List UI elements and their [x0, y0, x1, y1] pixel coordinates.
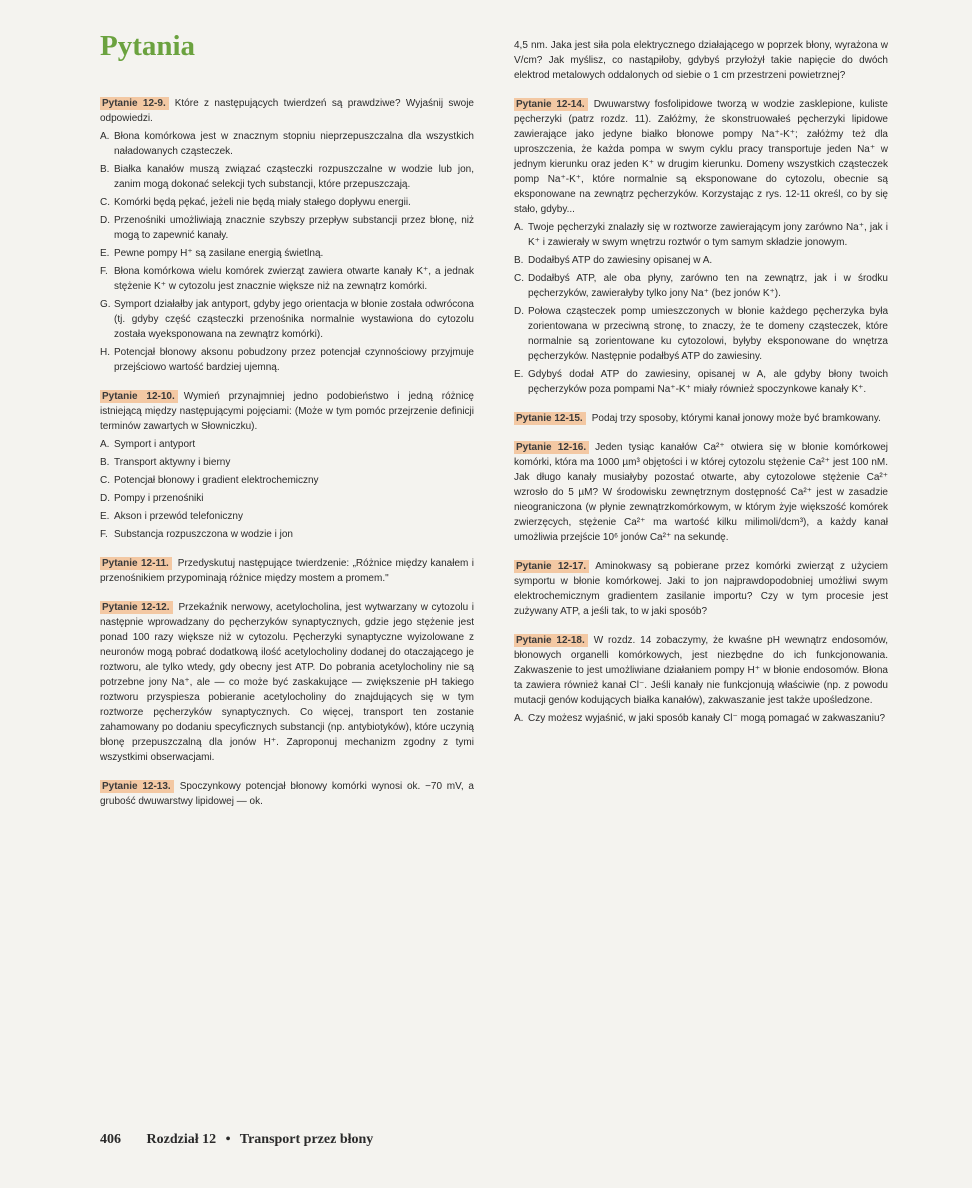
chapter-label: Rozdział 12 [146, 1132, 217, 1147]
option-item [100, 437, 474, 452]
option-text: Symport i antyport [114, 439, 196, 450]
option-letter: A. [100, 439, 110, 450]
option-item [514, 711, 888, 726]
question-block [100, 389, 474, 542]
option-text: Białka kanałów muszą związać cząsteczki rozpuszczalne w wodzie lub jon, zanim mogą dokonać selekcji tych substancji, które przepuszczają. [114, 164, 474, 190]
option-letter: C. [100, 475, 110, 486]
question-label: Pytanie 12-16. [514, 441, 589, 454]
option-item [514, 304, 888, 364]
option-letter: E. [514, 369, 524, 380]
option-item [100, 297, 474, 342]
option-text: Czy możesz wyjaśnić, w jaki sposób kanały Cl⁻ mogą pomagać w zakwaszaniu? [528, 713, 886, 724]
option-item [100, 264, 474, 294]
question-label: Pytanie 12-17. [514, 560, 589, 573]
option-item [100, 509, 474, 524]
option-letter: H. [100, 347, 110, 358]
question-intro [100, 96, 474, 126]
question-label: Pytanie 12-13. [100, 780, 174, 793]
option-item [514, 271, 888, 301]
question-block [514, 97, 888, 397]
option-letter: A. [514, 222, 524, 233]
option-letter: B. [100, 164, 110, 175]
option-text: Przenośniki umożliwiają znacznie szybszy przepływ substancji przez błonę, niż mogą to zapewnić kanały. [114, 215, 474, 241]
option-item [100, 527, 474, 542]
option-letter: C. [100, 197, 110, 208]
option-list [100, 129, 474, 375]
question-block [100, 556, 474, 586]
chapter-title: Transport przez błony [239, 1132, 374, 1147]
option-text: Gdybyś dodał ATP do zawiesiny, opisanej w A, ale gdyby błony twoich pęcherzyków poza pompami Na⁺-K⁺ miały również spoczynkowe kanały K⁺. [528, 369, 888, 395]
option-text: Dodałbyś ATP do zawiesiny opisanej w A. [528, 255, 713, 266]
question-text: Dwuwarstwy fosfolipidowe tworzą w wodzie zasklepione, kuliste pęcherzyki (patrz rozdz. 11). Załóżmy, że skonstruowałeś pęcherzyki lipidowe zawierające jako jedyne białko błonowe pompy Na⁺-K⁺; załóżmy też dla uproszczenia, że każda pompa w swym cyklu pracy transportuje jeden Na⁺ w jednym kierunku oraz jeden K⁺ w drugim kierunku. Domeny wszystkich cząsteczek pomp Na⁺-K⁺, które normalnie są eksponowane do cytozolu, obecnie są eksponowane na zewnątrz pęcherzyków. Korzystając z rys. 12-11 określ, co by się stało, gdyby... [514, 99, 888, 215]
option-letter: C. [514, 273, 524, 284]
option-letter: F. [100, 529, 108, 540]
page-title: Pytania [100, 30, 196, 62]
footer-separator: • [225, 1132, 231, 1147]
option-letter: B. [100, 457, 110, 468]
option-item [100, 473, 474, 488]
question-text: Przedyskutuj następujące twierdzenie: „Różnice między kanałem i przenośnikiem przypominają różnice między mostem a promem." [100, 558, 474, 584]
option-item [100, 455, 474, 470]
question-text: Przekaźnik nerwowy, acetylocholina, jest wytwarzany w cytozolu i następnie wprowadzany do pęcherzyków synaptycznych, gdzie jego stężenie jest ponad 100 razy większe niż w cytozolu. Pęcherzyki synaptyczne wyizolowane z neuronów mogą pobrać dodatkową ilość acetylocholiny dodanej do otaczającego je roztworu, ale tylko wtedy, gdy obecny jest ATP. Do pobrania acetylocholiny nie są potrzebne jony Na⁺, ale — co może być zaskakujące — zwiększenie pH takiego roztworu przyspiesza pobieranie acetylocholiny do znajdujących się w tym roztworze pęcherzyków synaptycznych. Co więcej, transport ten zostanie zahamowany po dodaniu specyficznych substancji (np. antybiotyków), które uczynią błonę przepuszczalną dla jonów H⁺. Zaproponuj mechanizm zgodny z tymi wszystkimi obserwacjami. [100, 602, 474, 763]
option-letter: D. [100, 493, 110, 504]
question-text: Spoczynkowy potencjał błonowy komórki wynosi ok. −70 mV, a grubość dwuwarstwy lipidowej — ok. [100, 781, 474, 807]
question-label: Pytanie 12-18. [514, 634, 588, 647]
option-text: Substancja rozpuszczona w wodzie i jon [114, 529, 293, 540]
option-list [514, 220, 888, 397]
option-text: Błona komórkowa wielu komórek zwierząt zawiera otwarte kanały K⁺, a jednak stężenie K⁺ w cytozolu jest znacznie większe niż na zewnątrz komórki. [114, 266, 474, 292]
option-item [100, 213, 474, 243]
option-item [514, 220, 888, 250]
question-block [100, 600, 474, 765]
question-intro [514, 440, 888, 545]
question-intro [514, 633, 888, 708]
option-list [100, 437, 474, 542]
option-item [514, 367, 888, 397]
page-number: 406 [100, 1132, 121, 1147]
question-text: Jeden tysiąc kanałów Ca²⁺ otwiera się w błonie komórkowej komórki, która ma 1000 µm³ objętości i w której cytozolu stężenie Ca²⁺ jest 100 nM. Jak długo kanały musiałyby pozostać otwarte, aby cytozolowe stężenie Ca²⁺ wzrosło do 5 µM? W środowisku zewnętrznym dostępność Ca²⁺ jest w zasadzie nieograniczona (w płynie zewnątrzkomórkowym, w którym żyje większość komórek zwierzęcych, stężenie Ca²⁺ ma wartość kilku milimoli/dcm³), a każdy kanał umożliwia przejście 10⁶ jonów Ca²⁺ na sekundę. [514, 442, 888, 543]
question-label: Pytanie 12-10. [100, 390, 178, 403]
option-text: Pompy i przenośniki [114, 493, 204, 504]
option-letter: A. [514, 713, 524, 724]
option-letter: D. [100, 215, 110, 226]
question-text: Które z następujących twierdzeń są prawdziwe? Wyjaśnij swoje odpowiedzi. [100, 98, 474, 124]
question-block [100, 779, 474, 809]
option-letter: E. [100, 248, 110, 259]
question-block [100, 96, 474, 375]
question-block [514, 559, 888, 619]
question-label: Pytanie 12-9. [100, 97, 169, 110]
option-text: Akson i przewód telefoniczny [114, 511, 243, 522]
question-text: Aminokwasy są pobierane przez komórki zwierząt z użyciem symportu w błonie komórkowej. Jaki to jon najprawdopodobniej umożliwi swym elektrochemicznym gradientem zasilanie importu? Czy w tym procesie jest zużywany ATP, a jeśli tak, to w jaki sposób? [514, 561, 888, 617]
page-footer [100, 1132, 373, 1148]
question-block [514, 411, 888, 426]
option-text: Symport działałby jak antyport, gdyby jego orientacja w błonie została odwrócona (tj. gdyby część cząsteczki przenośnika normalnie wystawiona do cytozolu została wyeksponowana na zewnątrz komórki). [114, 299, 474, 340]
question-label: Pytanie 12-14. [514, 98, 588, 111]
left-column [100, 96, 474, 823]
option-text: Potencjał błonowy i gradient elektrochemiczny [114, 475, 319, 486]
option-text: Transport aktywny i bierny [114, 457, 231, 468]
option-text: Twoje pęcherzyki znalazły się w roztworze zawierającym jony zarówno Na⁺, jak i K⁺ i zawierały w swym wnętrzu roztwór o tym samym składzie jonowym. [528, 222, 888, 248]
question-intro [514, 559, 888, 619]
option-letter: F. [100, 266, 108, 277]
question-intro [514, 97, 888, 217]
question-label: Pytanie 12-12. [100, 601, 173, 614]
question-text: W rozdz. 14 zobaczymy, że kwaśne pH wewnątrz endosomów, błonowych organelli komórkowych, jest niezbędne do ich funkcjonowania. Zakwaszenie to jest umożliwiane działaniem pompy H⁺ w błonie endosomów. Błona ta zawiera również kanał Cl⁻. Jeśli kanały nie funkcjonują właściwie (np. z powodu mutacji genów kodujących białka kanałów), zakwaszanie jest także upośledzone. [514, 635, 888, 706]
option-text: Błona komórkowa jest w znacznym stopniu nieprzepuszczalna dla wszystkich naładowanych cząsteczek. [114, 131, 474, 157]
option-letter: E. [100, 511, 110, 522]
question-block [514, 633, 888, 726]
question-intro [100, 556, 474, 586]
option-text: Dodałbyś ATP, ale oba płyny, zarówno ten na zewnątrz, jak i w środku pęcherzyków, zawierałyby tylko jony Na⁺ (bez jonów K⁺). [528, 273, 888, 299]
option-item [100, 246, 474, 261]
option-list [514, 711, 888, 726]
option-text: Pewne pompy H⁺ są zasilane energią świetlną. [114, 248, 324, 259]
option-letter: G. [100, 299, 111, 310]
option-text: Połowa cząsteczek pomp umieszczonych w błonie każdego pęcherzyka była zorientowana w przeciwną stronę, to znaczy, że te domeny cząsteczek, które normalnie są zorientowane ku cytozolowi, byłyby eksponowane do wnętrza pęcherzyków. Następnie podałbyś ATP do zawiesiny. [528, 306, 888, 362]
option-item [100, 195, 474, 210]
option-item [100, 129, 474, 159]
question-intro [100, 389, 474, 434]
option-item [100, 162, 474, 192]
question-intro [514, 411, 888, 426]
option-text: Komórki będą pękać, jeżeli nie będą miały stałego dopływu energii. [114, 197, 411, 208]
option-letter: A. [100, 131, 110, 142]
question-intro [100, 779, 474, 809]
question-label: Pytanie 12-11. [100, 557, 172, 570]
option-item [100, 491, 474, 506]
option-letter: D. [514, 306, 524, 317]
question-text: Wymień przynajmniej jedno podobieństwo i jedną różnicę istniejącą między następującymi pojęciami: (Może w tym pomóc przejrzenie definicji terminów zawartych w Słowniczku). [100, 391, 474, 432]
option-text: Potencjał błonowy aksonu pobudzony przez potencjał czynnościowy przyjmuje przejściowo wartość bardziej ujemną. [114, 347, 474, 373]
right-column [514, 38, 888, 740]
question-intro [100, 600, 474, 765]
question-label: Pytanie 12-15. [514, 412, 586, 425]
option-item [100, 345, 474, 375]
option-letter: B. [514, 255, 524, 266]
question-text: Podaj trzy sposoby, którymi kanał jonowy może być bramkowany. [591, 413, 881, 424]
continued-text: 4,5 nm. Jaka jest siła pola elektrycznego działającego w poprzek błony, wyrażona w V/cm? Jak myślisz, co nastąpiłoby, gdybyś przyłożył takie napięcie do dwóch elektrod metalowych oddalonych od siebie o 1 cm przestrzeni powietrznej? [514, 40, 888, 81]
question-block [514, 440, 888, 545]
option-item [514, 253, 888, 268]
